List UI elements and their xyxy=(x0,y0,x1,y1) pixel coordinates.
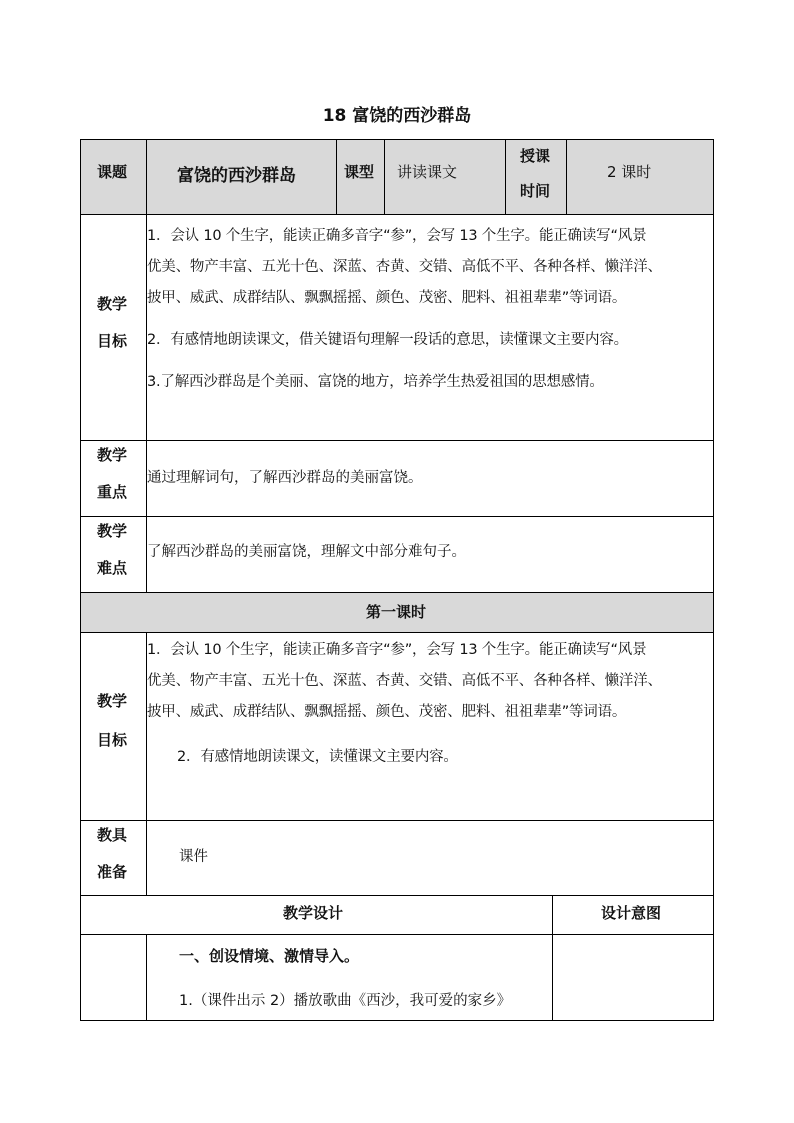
goal-line: 优美、物产丰富、五光十色、深蓝、杏黄、交错、高低不平、各种各样、懒洋洋、 xyxy=(147,259,662,275)
type-value: 讲读课文 xyxy=(397,163,458,181)
goal-line: 1．会认 10 个生字，能读正确多音字“参”，会写 13 个生字。能正确读写“风景 xyxy=(147,642,647,658)
table-line xyxy=(80,820,714,821)
intent-column-header: 设计意图 xyxy=(601,904,662,922)
table-line xyxy=(80,1020,714,1021)
difficulties-label-1: 教学 xyxy=(97,522,128,540)
key-points-text: 通过理解词句，了解西沙群岛的美丽富饶。 xyxy=(147,470,423,486)
table-line xyxy=(80,214,714,215)
time-value: 2 课时 xyxy=(607,163,652,181)
table-line xyxy=(80,440,714,441)
goal-line: 披甲、威武、成群结队、飘飘摇摇、颜色、茂密、肥料、祖祖辈辈”等词语。 xyxy=(147,290,627,306)
time-label-1: 授课 xyxy=(520,147,551,165)
lesson-goals-label-2: 目标 xyxy=(97,731,128,749)
table-line xyxy=(384,139,385,214)
lesson-goals-label-1: 教学 xyxy=(97,692,128,710)
time-label-2: 时间 xyxy=(520,182,551,200)
table-line xyxy=(552,895,553,1021)
table-line xyxy=(505,139,506,214)
goals-text xyxy=(147,221,662,398)
table-line xyxy=(566,139,567,214)
goal-line: 优美、物产丰富、五光十色、深蓝、杏黄、交错、高低不平、各种各样、懒洋洋、 xyxy=(147,673,662,689)
goal-line: 3.了解西沙群岛是个美丽、富饶的地方，培养学生热爱祖国的思想感情。 xyxy=(147,374,604,390)
tools-label-2: 准备 xyxy=(97,863,128,881)
table-line xyxy=(80,516,714,517)
design-step-1-1: 1.（课件出示 2）播放歌曲《西沙，我可爱的家乡》 xyxy=(179,993,512,1009)
goal-line: 2．有感情地朗读课文，读懂课文主要内容。 xyxy=(177,749,458,765)
table-line xyxy=(80,934,714,935)
type-label: 课型 xyxy=(344,163,375,181)
topic-label: 课题 xyxy=(97,163,128,181)
difficulties-text: 了解西沙群岛的美丽富饶，理解文中部分难句子。 xyxy=(147,544,466,560)
goals-label-1: 教学 xyxy=(97,295,128,313)
table-line xyxy=(80,139,81,1021)
table-line xyxy=(146,934,147,1021)
goal-line: 2．有感情地朗读课文，借关键语句理解一段话的意思，读懂课文主要内容。 xyxy=(147,332,628,348)
design-column-header: 教学设计 xyxy=(283,904,344,922)
table-line xyxy=(336,139,337,214)
table-line xyxy=(80,632,714,633)
table-line xyxy=(713,139,714,1021)
tools-text: 课件 xyxy=(179,849,208,865)
section-title: 第一课时 xyxy=(366,603,427,621)
key-points-label-1: 教学 xyxy=(97,446,128,464)
design-step-1: 一、创设情境、激情导入。 xyxy=(179,947,360,965)
table-line xyxy=(80,895,714,896)
lesson-goals-text xyxy=(147,635,662,773)
tools-label-1: 教具 xyxy=(97,826,128,844)
difficulties-label-2: 难点 xyxy=(97,559,128,577)
goals-label-2: 目标 xyxy=(97,332,128,350)
goal-line: 披甲、威武、成群结队、飘飘摇摇、颜色、茂密、肥料、祖祖辈辈”等词语。 xyxy=(147,704,627,720)
document-title: 18 富饶的西沙群岛 xyxy=(322,106,472,126)
key-points-label-2: 重点 xyxy=(97,483,128,501)
table-line xyxy=(80,139,714,140)
goal-line: 1．会认 10 个生字，能读正确多音字“参”，会写 13 个生字。能正确读写“风景 xyxy=(147,228,647,244)
table-line xyxy=(80,592,714,593)
topic-value: 富饶的西沙群岛 xyxy=(177,166,296,186)
